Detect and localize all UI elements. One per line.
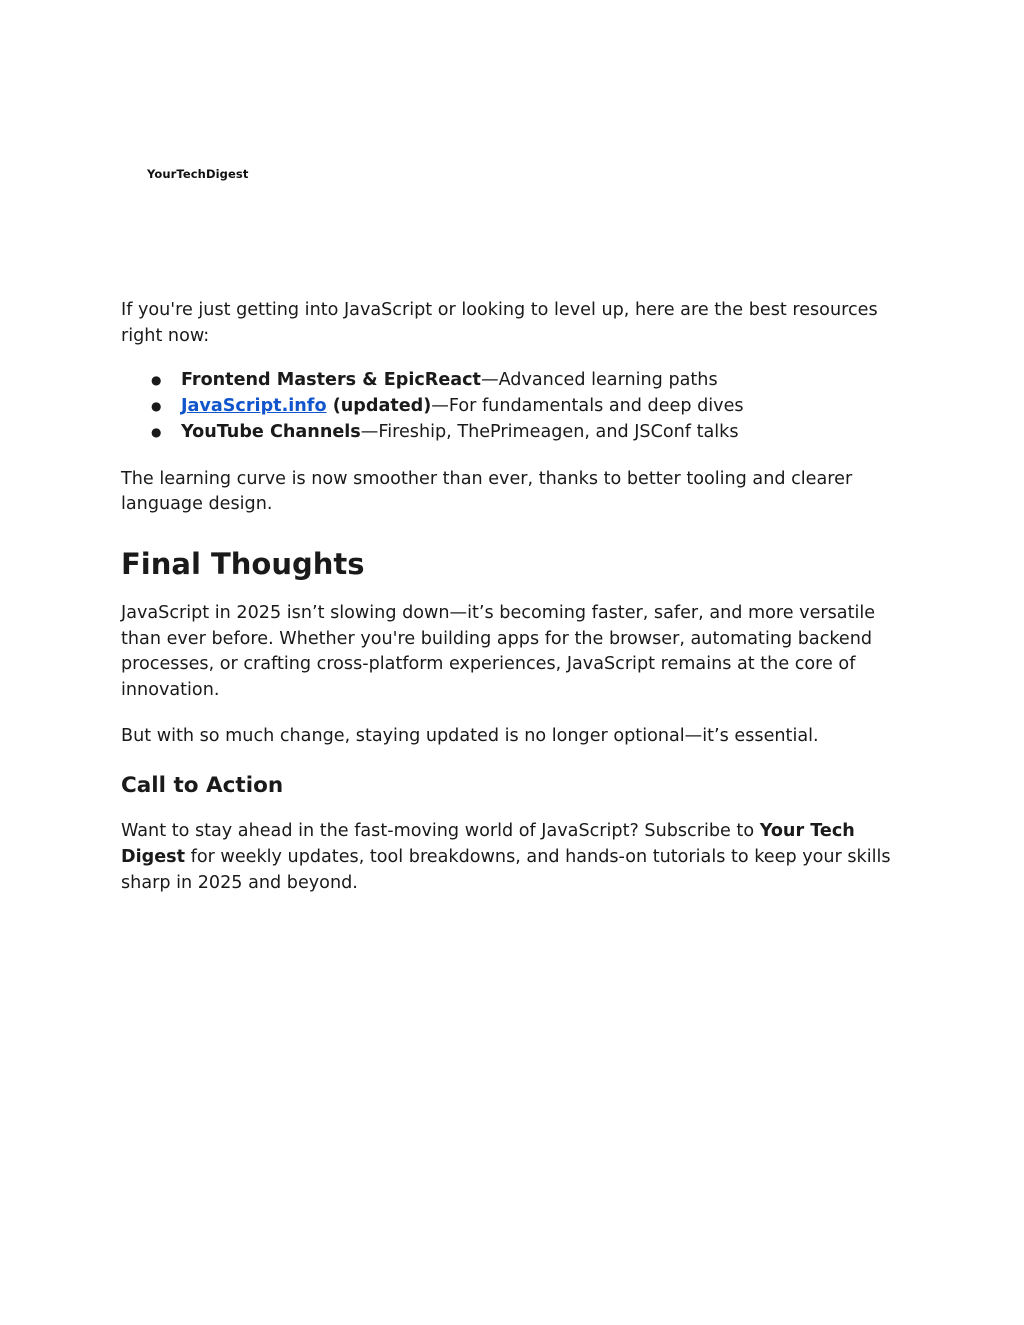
resources-list xyxy=(121,368,911,445)
resource-title: (updated) xyxy=(326,396,432,417)
cta-brand-name: Your Tech Digest xyxy=(121,821,855,868)
list-item-javascript-info xyxy=(121,394,911,420)
resource-description: —For fundamentals and deep dives xyxy=(431,396,744,417)
list-item-frontend-masters xyxy=(121,368,911,394)
bullet-icon: ● xyxy=(151,399,162,414)
call-to-action-paragraph xyxy=(121,819,911,896)
resource-description: —Fireship, ThePrimeagen, and JSConf talks xyxy=(360,421,739,442)
final-thoughts-heading: Final Thoughts xyxy=(121,546,365,581)
site-logo: YourTechDigest xyxy=(147,167,249,181)
bullet-icon: ● xyxy=(151,424,162,439)
resource-title: Frontend Masters & EpicReact xyxy=(181,370,481,391)
list-item-youtube-channels xyxy=(121,420,911,446)
cta-text-after: for weekly updates, tool breakdowns, and hands-on tutorials to keep your skills sharp in 2025 and beyond. xyxy=(121,847,891,893)
resource-title: YouTube Channels xyxy=(181,421,361,442)
learning-curve-paragraph: The learning curve is now smoother than ever, thanks to better tooling and clearer language design. xyxy=(121,468,853,515)
call-to-action-heading: Call to Action xyxy=(121,773,284,799)
staying-updated-paragraph: But with so much change, staying updated is no longer optional—it’s essential. xyxy=(121,725,819,746)
article-body xyxy=(121,298,911,897)
bullet-icon: ● xyxy=(151,373,162,388)
javascript-info-link[interactable]: JavaScript.info xyxy=(181,396,327,417)
cta-text-before: Want to stay ahead in the fast-moving world of JavaScript? Subscribe to xyxy=(121,821,760,842)
resource-description: —Advanced learning paths xyxy=(480,370,718,391)
final-thoughts-paragraph: JavaScript in 2025 isn’t slowing down—it’s becoming faster, safer, and more versatile than ever before. Whether you're building apps for the browser, automating backend processes, or crafting cross-platform experiences, JavaScript remains at the core of innovation. xyxy=(121,602,876,701)
intro-paragraph: If you're just getting into JavaScript or looking to level up, here are the best resources right now: xyxy=(121,300,878,346)
